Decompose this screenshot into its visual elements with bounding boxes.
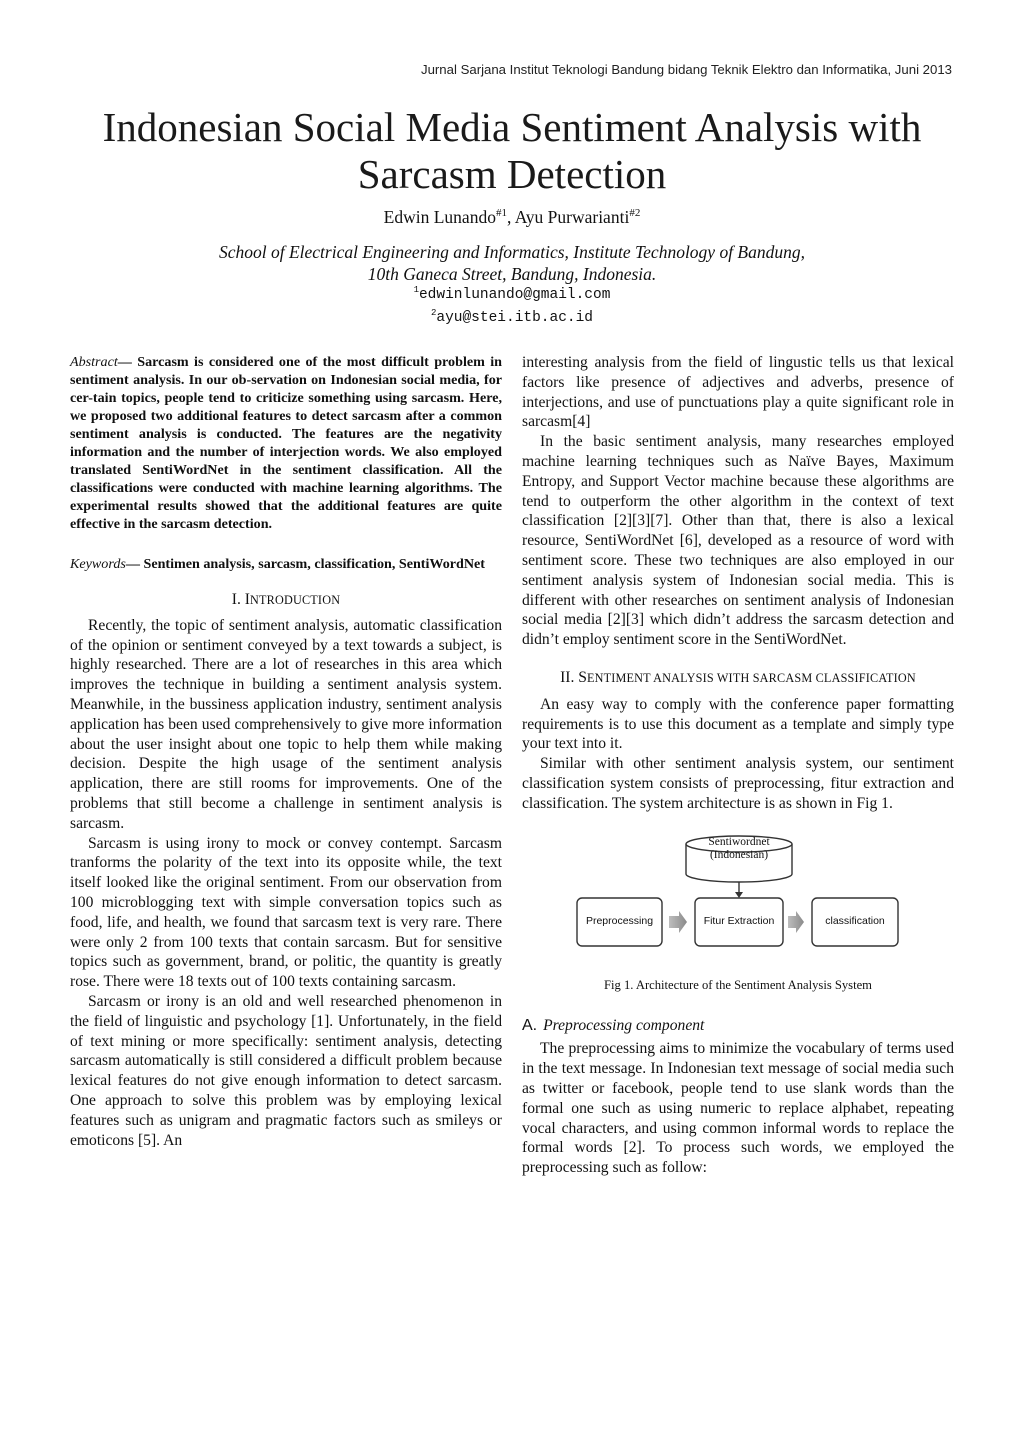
email-mark: 2 (430, 308, 437, 318)
database-label-line-2: (Indonesian) (709, 848, 769, 861)
body-paragraph: The preprocessing aims to minimize the vocabulary of terms used in the text message. In Indonesian text message of social media such as twitter or facebook, people tend to use slank words than the formal one such as using numeric to replace alphabet, repeating vocal characters, and using common informal words to replace the formal words [2]. To process such words, we employed the preprocessing such as follow: (522, 1040, 954, 1177)
affiliation-line-2: 10th Ganeca Street, Bandung, Indonesia. (367, 264, 657, 284)
keywords-dash: — (125, 556, 144, 572)
body-paragraph: Recently, the topic of sentiment analysis, automatic classification of the opinion or sentiment conveyed by a text towards a subject, is highly researched. There are a lot of researches in this area which improves the technique in building a sentiment analysis system. Meanwhile, in the bussiness application industry, sentiment analysis application has been used comprehensively to give more information about the user insight about one topic to help them while making decision. Despite the high usage of the sentiment analysis application, there are still rooms for improvements. One of the problems that still become a challenge in sentiment analysis is sarcasm. (70, 616, 502, 832)
author-name: Edwin Lunando (383, 207, 496, 227)
email-address: edwinlunando@gmail.com (418, 286, 611, 303)
right-column (522, 353, 954, 1178)
keywords (70, 555, 502, 573)
subsection-letter: A. (522, 1016, 538, 1034)
abstract-dash: — (117, 354, 138, 370)
subsection-title: Preprocessing component (543, 1016, 705, 1034)
section-initial: S (578, 668, 587, 686)
author-name: Ayu Purwarianti (514, 207, 630, 227)
abstract (70, 353, 502, 533)
author-separator: , (506, 207, 515, 227)
classification-box: classification (825, 914, 885, 927)
database-label-line-1: Sentiwordnet (708, 835, 770, 848)
author-list (60, 207, 964, 228)
section-numeral: II. (560, 668, 579, 686)
section-heading (70, 590, 502, 611)
architecture-figure (522, 828, 954, 998)
section-title-rest: NTRODUCTION (249, 593, 341, 607)
right-arrow-icon (788, 911, 804, 933)
email-mark: 1 (413, 285, 419, 295)
right-arrow-icon (669, 911, 687, 933)
left-column (70, 353, 502, 1150)
figure-caption: Fig 1. Architecture of the Sentiment Analysis System (604, 977, 872, 992)
keywords-text: Sentimen analysis, sarcasm, classification, SentiWordNet (143, 556, 485, 572)
body-paragraph: interesting analysis from the field of lingustic tells us that lexical factors like presence of adjectives and adverbs, presence of interjections, and use of punctuations play a quite significant role in sarcasm[4] (522, 354, 954, 431)
section-initial: I (244, 591, 250, 608)
body-paragraph: Similar with other sentiment analysis system, our sentiment classification system consists of preprocessing, fitur extraction and classification. The system architecture is as shown in Fig 1. (522, 755, 954, 812)
body-paragraph: In the basic sentiment analysis, many researches employed machine learning techniques such as Naïve Bayes, Maximum Entropy, and Support Vector machine because these algorithms are tend to outperform the other algorithm in the context of text classification [2][3][7]. Other than that, there is also a lexical resource, SentiWordNet [6], developed as a resource of word with sentiment score. These two techniques are also employed in our sentiment analysis system of Indonesian social media. This is different with other researches on sentiment analysis of Indonesian social media [2][3] which didn’t address the sarcasm detection and didn’t employ sentiment score in the SentiWordNet. (522, 433, 954, 649)
body-paragraph: Sarcasm is using irony to mock or convey contempt. Sarcasm tranforms the polarity of the text into its opposite while, the text itself looked like the original sentiment. From our observation from 100 microblogging text with simple conversation topics such as food, life, and health, we found that sarcasm text is very rare. There were only 2 from 100 texts that contain sarcasm. But for sensitive topics such as government, brand, or politic, the quantity is greatly rose. There were 18 texts out of 100 texts containing sarcasm. (70, 834, 502, 991)
author-email (60, 308, 964, 326)
title-line-2: Sarcasm Detection (357, 151, 667, 197)
paper-title (60, 104, 964, 198)
author-mark: #1 (495, 207, 507, 220)
section-title-rest: ENTIMENT ANALYSIS WITH SARCASM CLASSIFICATION (586, 670, 916, 685)
abstract-label: Abstract (70, 354, 118, 370)
down-arrow-icon (735, 882, 743, 898)
author-mark: #2 (629, 207, 641, 220)
body-paragraph: An easy way to comply with the conference paper formatting requirements is to use this document as a template and simply type your text into it. (522, 695, 954, 753)
preprocessing-box: Preprocessing (585, 914, 654, 927)
body-paragraph: Sarcasm or irony is an old and well researched phenomenon in the field of linguistic and psychology [1]. Unfortunately, in the field of text mining or more specifically: sentiment analysis, detecting sarcasm automatically is still considered a difficult problem because lexical features do not give enough information to detect sarcasm. One approach to solve this problem was by employing lexical features such as unigram and pragmatic factors such as smileys or emoticons [5]. An (70, 992, 502, 1149)
running-head: Jurnal Sarjana Institut Teknologi Bandung bidang Teknik Elektro dan Informatika, Juni 2013 (420, 62, 952, 77)
title-line-1: Indonesian Social Media Sentiment Analysis with (102, 104, 922, 150)
section-numeral: I. (231, 591, 245, 608)
subsection-heading (522, 1016, 954, 1036)
affiliation (60, 241, 964, 285)
section-heading (522, 668, 954, 689)
fitur-extraction-box: Fitur Extraction (703, 914, 775, 927)
database-label (686, 836, 792, 862)
author-email (60, 285, 964, 303)
email-address: ayu@stei.itb.ac.id (436, 309, 594, 326)
affiliation-line-1: School of Electrical Engineering and Informatics, Institute Technology of Bandung, (218, 242, 805, 262)
keywords-label: Keywords (70, 556, 126, 572)
abstract-text: Sarcasm is considered one of the most difficult problem in sentiment analysis. In our ob-servation on Indonesian social media, for cer-tain topics, people tend to criticize something using sarcasm. Here, we proposed two additional features to detect sarcasm after a common sentiment analysis is conducted. The features are the negativity information and the number of interjection words. We also employed translated SentiWordNet in the sentiment classification. All the classifications were conducted with machine learning algorithms. The experimental results showed that the additional features are quite effective in the sarcasm detection. (70, 354, 502, 532)
